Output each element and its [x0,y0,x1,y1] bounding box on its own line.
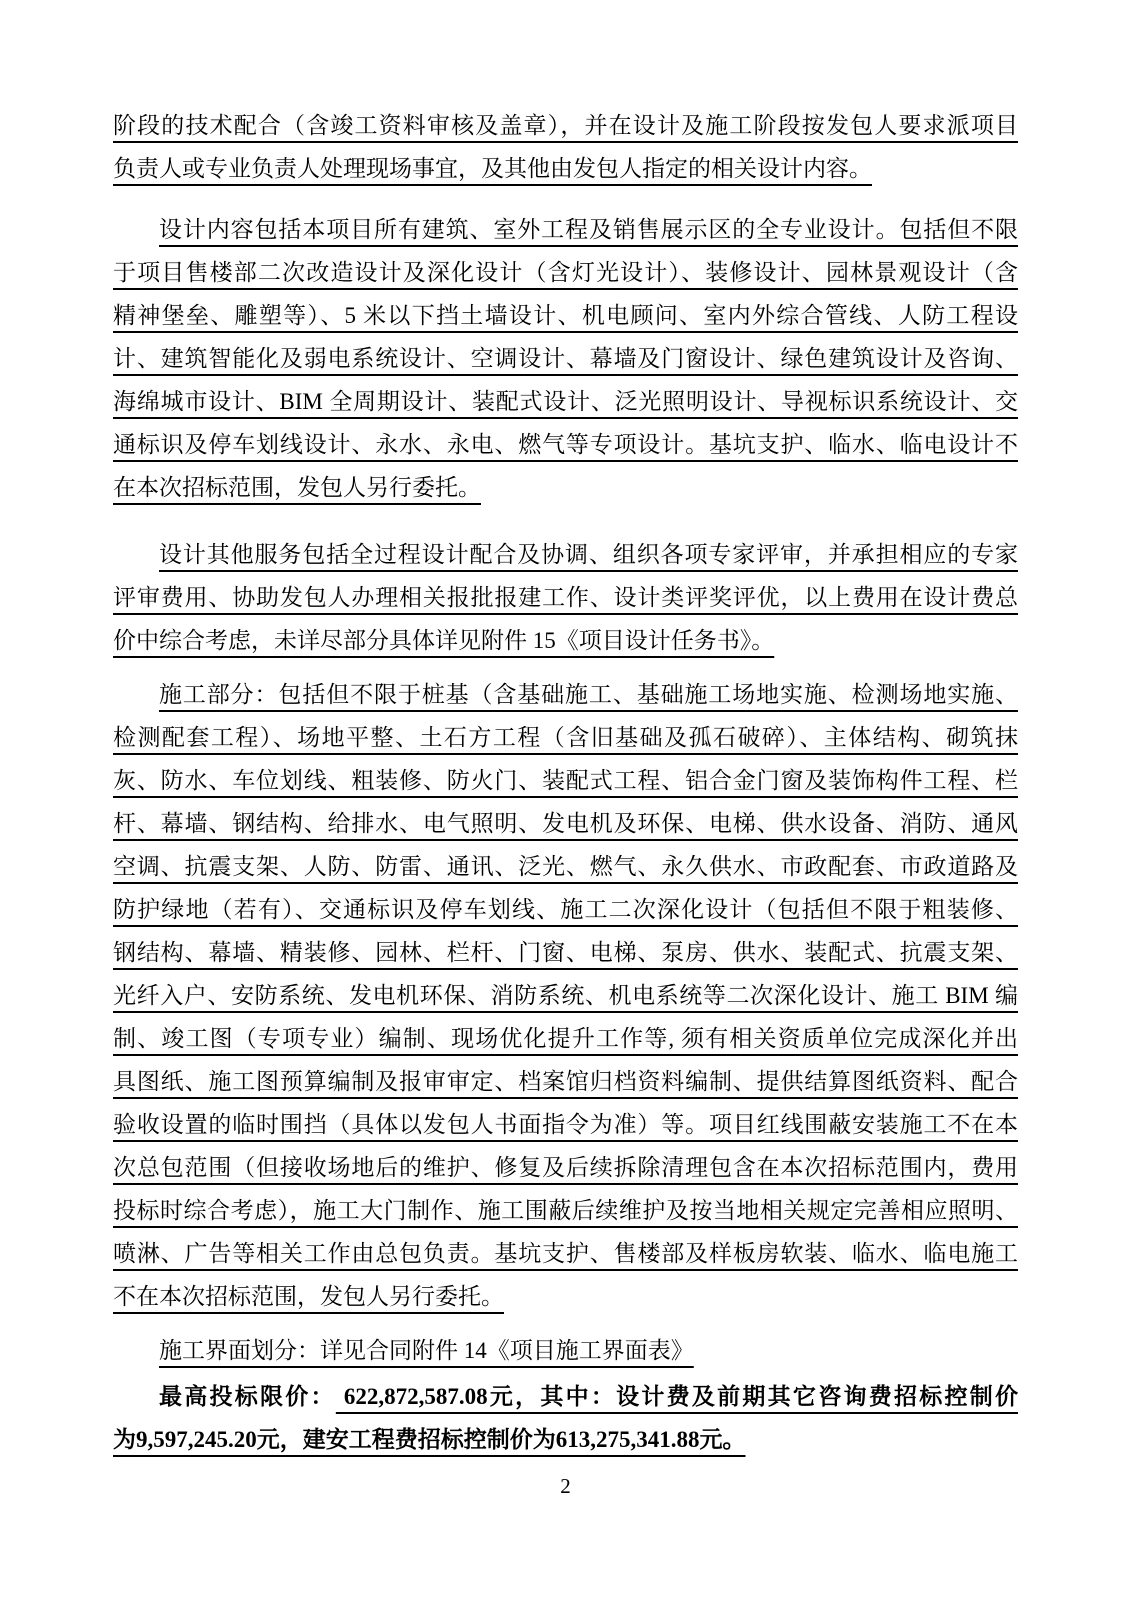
paragraph-design-other-services [113,533,1018,662]
text-line: 阶段的技术配合（含竣工资料审核及盖章），并在设计及施工阶段按发包人要求派项目 [113,113,1018,138]
text-line: 验收设置的临时围挡（具体以发包人书面指令为准）等。项目红线围蔽安装施工不在本 [113,1112,1018,1137]
text-line: 通标识及停车划线设计、永水、永电、燃气等专项设计。基坑支护、临水、临电设计不 [113,432,1018,457]
paragraph-technical-cooperation [113,104,1018,190]
text-line: 灰、防水、车位划线、粗装修、防火门、装配式工程、铝合金门窗及装饰构件工程、栏 [113,768,1018,793]
document-content [113,104,1018,1461]
paragraph-max-bid-price [113,1375,1018,1461]
max-bid-label: 最高投标限价： [159,1384,336,1409]
page-number: 2 [560,1474,571,1498]
text-line [113,1375,1018,1418]
paragraph-construction-interface [113,1329,1018,1372]
text-line: 施工部分：包括但不限于桩基（含基础施工、基础施工场地实施、检测场地实施、 [159,682,1018,707]
text-line: 投标时综合考虑），施工大门制作、施工围蔽后续维护及按当地相关规定完善相应照明、 [113,1198,1018,1223]
text-line: 不在本次招标范围，发包人另行委托。 [113,1284,504,1309]
text-line: 精神堡垒、雕塑等）、5 米以下挡土墙设计、机电顾问、室内外综合管线、人防工程设 [113,303,1018,328]
text-line: 空调、抗震支架、人防、防雷、通讯、泛光、燃气、永久供水、市政配套、市政道路及 [113,854,1018,879]
text-line: 于项目售楼部二次改造设计及深化设计（含灯光设计）、装修设计、园林景观设计（含 [113,260,1018,285]
text-line: 防护绿地（若有）、交通标识及停车划线、施工二次深化设计（包括但不限于粗装修、 [113,897,1018,922]
text-line: 制、竣工图（专项专业）编制、现场优化提升工作等, 须有相关资质单位完成深化并出 [113,1026,1018,1051]
text-line: 在本次招标范围，发包人另行委托。 [113,475,481,500]
text-line: 设计其他服务包括全过程设计配合及协调、组织各项专家评审，并承担相应的专家 [159,542,1018,567]
text-line: 价中综合考虑，未详尽部分具体详见附件 15《项目设计任务书》。 [113,628,775,653]
text-line: 光纤入户、安防系统、发电机环保、消防系统、机电系统等二次深化设计、施工 BIM 编 [113,983,1018,1008]
paragraph-design-scope [113,208,1018,509]
max-bid-value-part2: 为9,597,245.20元，建安工程费招标控制价为613,275,341.88元。 [113,1427,746,1452]
paragraph-construction-scope [113,673,1018,1318]
max-bid-value-part1: 622,872,587.08元，其中：设计费及前期其它咨询费招标控制价 [335,1384,1019,1409]
text-line: 杆、幕墙、钢结构、给排水、电气照明、发电机及环保、电梯、供水设备、消防、通风 [113,811,1018,836]
text-line: 喷淋、广告等相关工作由总包负责。基坑支护、售楼部及样板房软装、临水、临电施工 [113,1241,1018,1266]
text-line: 钢结构、幕墙、精装修、园林、栏杆、门窗、电梯、泵房、供水、装配式、抗震支架、 [113,940,1018,965]
text-line: 评审费用、协助发包人办理相关报批报建工作、设计类评奖评优，以上费用在设计费总 [113,585,1018,610]
text-line: 计、建筑智能化及弱电系统设计、空调设计、幕墙及门窗设计、绿色建筑设计及咨询、 [113,346,1018,371]
text-line: 具图纸、施工图预算编制及报审审定、档案馆归档资料编制、提供结算图纸资料、配合 [113,1069,1018,1094]
text-line: 施工界面划分：详见合同附件 14《项目施工界面表》 [159,1338,694,1363]
text-line: 负责人或专业负责人处理现场事宜，及其他由发包人指定的相关设计内容。 [113,156,872,181]
text-line: 设计内容包括本项目所有建筑、室外工程及销售展示区的全专业设计。包括但不限 [159,217,1018,242]
text-line: 次总包范围（但接收场地后的维护、修复及后续拆除清理包含在本次招标范围内，费用 [113,1155,1018,1180]
text-line: 检测配套工程）、场地平整、土石方工程（含旧基础及孤石破碎）、主体结构、砌筑抹 [113,725,1018,750]
text-line: 海绵城市设计、BIM 全周期设计、装配式设计、泛光照明设计、导视标识系统设计、交 [113,389,1018,414]
